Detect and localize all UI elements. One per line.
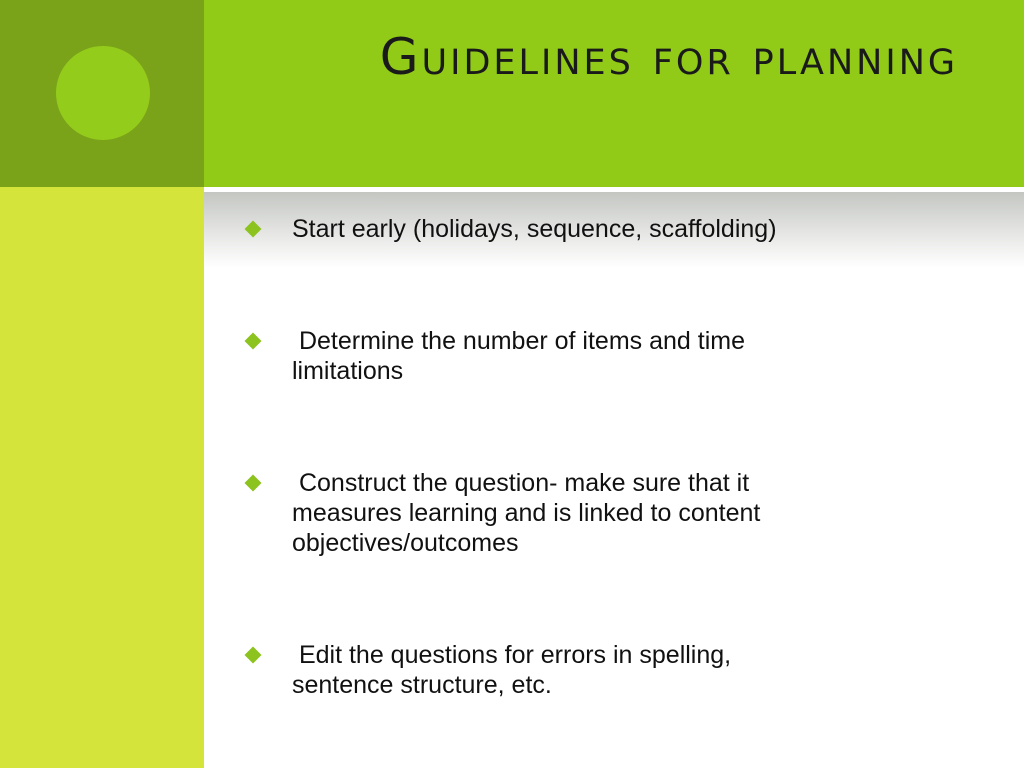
bullet-text: Construct the question- make sure that it measures learning and is linked to content objectives/outcomes — [292, 469, 761, 557]
bullet-text: Determine the number of items and time limitations — [292, 327, 745, 385]
diamond-bullet-icon — [240, 214, 292, 244]
bullet-item-start-early — [240, 214, 900, 244]
bullet-text: Edit the questions for errors in spelling, sentence structure, etc. — [292, 641, 732, 699]
left-band — [0, 187, 204, 768]
bullet-item-determine-items — [240, 326, 900, 386]
bullet-item-edit-questions — [240, 640, 900, 700]
diamond-bullet-icon — [240, 468, 292, 498]
bullet-item-construct-question — [240, 468, 900, 558]
title-band — [204, 0, 1024, 187]
diamond-bullet-icon — [240, 326, 292, 356]
circle-decoration-icon — [56, 46, 150, 140]
slide-title: Guidelines for planning — [379, 28, 958, 86]
corner-block — [0, 0, 204, 187]
diamond-bullet-icon — [240, 640, 292, 670]
bullet-text: Start early (holidays, sequence, scaffolding) — [292, 215, 777, 243]
